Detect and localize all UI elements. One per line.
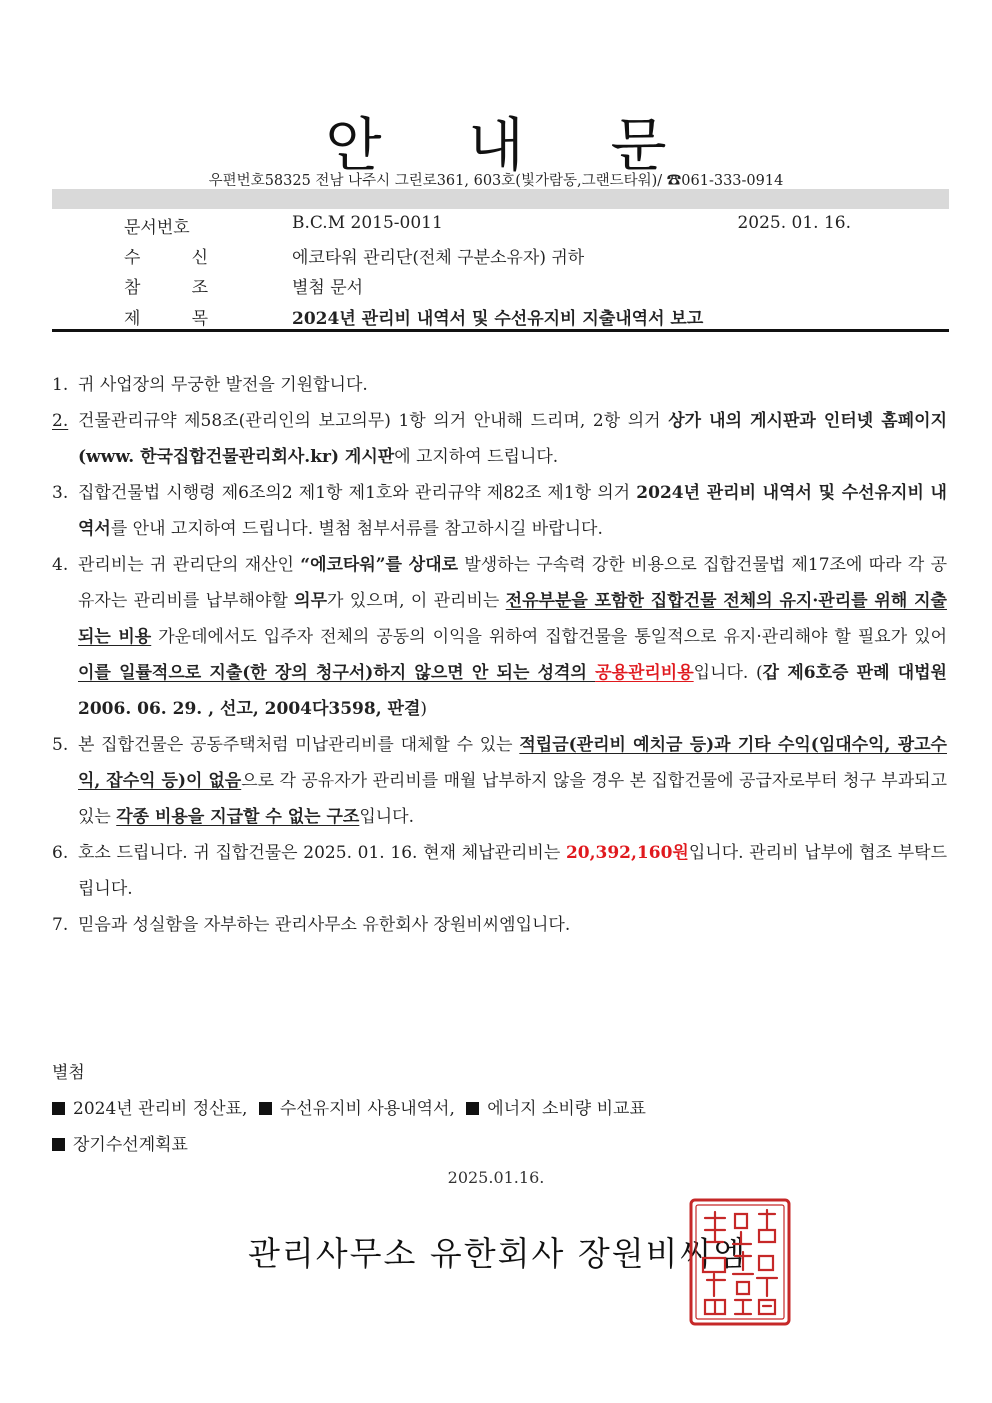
list-item-text: 입니다. 관리비 납부에 협조 부탁드립니다. [78,843,947,899]
list-item-text: 에 고지하여 드립니다. [394,447,559,467]
list-item [52,367,947,403]
list-item-text: 집합건물법 시행령 제6조의2 제1항 제1호와 관리규약 제82조 제1항 의거 [78,483,637,503]
list-item [52,907,947,943]
reference-value: 별첨 문서 [292,278,364,298]
meta-row-reference [52,273,949,299]
list-item-number: 6. [52,843,69,863]
list-item-text: 귀 사업장의 무궁한 발전을 기원합니다. [78,375,368,395]
doc-date: 2025. 01. 16. [737,213,851,233]
company-seal-stamp [687,1196,793,1328]
list-item-number: 4. [52,555,69,575]
list-item-text: 전유부분을 포함한 집합건물 전체의 유지·관리를 위해 지출되는 비용 [78,591,947,647]
doc-number-label: 문서번호 [124,218,190,238]
recipient-value: 에코타워 관리단(전체 구분소유자) 귀하 [292,248,585,268]
list-item-text: 건물관리규약 제58조(관리인의 보고의무) 1항 의거 안내해 드리며, 2항 의거 [78,411,669,431]
list-item-text: 의무 [294,591,328,611]
square-bullet-icon [466,1102,479,1115]
header-rule [52,329,949,332]
attachment-item: 장기수선계획표 [73,1135,188,1155]
attachment-item: 에너지 소비량 비교표 [487,1099,646,1119]
attachment-item: 수선유지비 사용내역서, [279,1099,455,1119]
body-items-list [52,367,947,943]
list-item-text: 상가 내의 게시판과 인터넷 홈페이지(www. 한국집합건물관리회사.kr) 게시판 [78,411,947,467]
list-item [52,727,947,835]
list-item-number: 1. [52,375,69,395]
list-item-text: 갑 제6호증 판례 대법원 2006. 06. 29. , 선고, 2004다3598, 판결 [78,663,947,719]
list-item-text: 호소 드립니다. 귀 집합건물은 2025. 01. 16. 현재 체납관리비는 [78,843,566,863]
meta-row-doc-number [52,213,949,239]
square-bullet-icon [52,1138,65,1151]
list-item-text: 20,392,160원 [565,843,689,863]
square-bullet-icon [52,1102,65,1115]
list-item-number: 3. [52,483,69,503]
square-bullet-icon [259,1102,272,1115]
list-item-text: 각종 비용을 지급할 수 없는 구조 [116,807,360,827]
doc-number-value: B.C.M 2015-0011 [292,213,443,233]
list-item-number: 2. [52,411,69,431]
subject-label: 제 목 [124,309,208,329]
list-item-text: 으로 각 공유자가 관리비를 매월 납부하지 않을 경우 본 집합건물에 공급자로부터 청구 부과되고 있는 [78,771,947,827]
list-item-text: 적립금(관리비 예치금 등)과 기타 수익(임대수익, 광고수익, 잡수익 등)이 없음 [78,735,947,791]
list-item-text: 이를 일률적으로 지출(한 장의 청구서)하지 않으면 안 되는 성격의 [78,663,596,683]
signature-date: 2025.01.16. [447,1168,545,1187]
list-item-text: 가 있으며, 이 관리비는 [327,591,506,611]
list-item [52,403,947,475]
list-item [52,835,947,907]
attachments-title: 별첨 [52,1063,85,1083]
sender-address: 우편번호58325 전남 나주시 그린로361, 603호(빛가람동,그랜드타워)/ ☎061-333-0914 [208,173,784,189]
list-item-text: 입니다. ( [693,663,763,683]
meta-row-recipient [52,243,949,269]
list-item-text: 를 안내 고지하여 드립니다. 별첨 첨부서류를 참고하시길 바랍니다. [110,519,603,539]
list-item-number: 7. [52,915,69,935]
list-item-text: 본 집합건물은 공동주택처럼 미납관리비를 대체할 수 있는 [78,735,520,755]
list-item-text: 가운데에서도 입주자 전체의 공동의 이익을 위하여 집합건물을 통일적으로 유지·관리해야 할 필요가 있어 [151,627,947,647]
list-item [52,547,947,727]
list-item-text: 관리비는 귀 관리단의 재산인 [78,555,301,575]
attachment-item: 2024년 관리비 정산표, [73,1099,248,1119]
list-item-text: 공용관리비용 [595,663,694,683]
signer-name: 관리사무소 유한회사 장원비씨엠 [248,1234,748,1273]
attachments-line-1 [52,1094,646,1119]
attachments-line-2 [52,1130,188,1155]
list-item [52,475,947,547]
recipient-label: 수 신 [124,248,208,268]
subject-value: 2024년 관리비 내역서 및 수선유지비 지출내역서 보고 [292,309,704,329]
list-item-text: 발생하는 구속력 강한 비용으로 집합건물법 제17조에 따라 각 공유자는 관리비를 납부해야할 [78,555,947,611]
list-item-text: 2024년 관리비 내역서 및 수선유지비 내역서 [78,483,947,539]
list-item-text: 입니다. [359,807,414,827]
reference-label: 참 조 [124,278,208,298]
list-item-text: ) [420,699,428,719]
document-title: 안 내 문 [325,111,701,179]
meta-row-subject [52,304,949,330]
list-item-number: 5. [52,735,69,755]
list-item-text: 믿음과 성실함을 자부하는 관리사무소 유한회사 장원비씨엠입니다. [78,915,571,935]
header-divider-bar [52,189,949,209]
list-item-text: “에코타워”를 상대로 [300,555,459,575]
